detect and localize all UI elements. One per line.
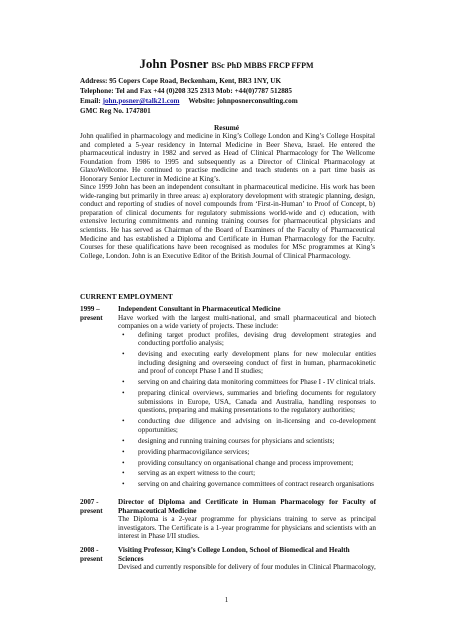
person-name: John Posner — [139, 56, 209, 71]
bullet-icon: • — [122, 458, 125, 467]
entry-title: Visiting Professor, King’s College London, School of Biomedical and Health Sciences — [118, 546, 350, 563]
email-label: Email: — [80, 97, 101, 105]
entry-title: Director of Diploma and Certificate in Human Pharmacology for Faculty of Pharmaceutical Medicine — [118, 498, 376, 515]
employment-entry — [118, 305, 376, 491]
list-item-text: defining target product profiles, devising drug development strategies and conducting portfolio analysis; — [138, 330, 376, 348]
list-item-text: devising and executing early development plans for new molecular entities including designing and overseeing conduct of first in human, pharmacokinetic and proof of concept Phase I and II studies; — [138, 350, 376, 376]
resume-paragraph-2: Since 1999 John has been an independent consultant in pharmaceutical medicine. His work has been wide-ranging but primarily in three areas: a) exploratory development with strategic planning, design, conduct and reporting of studies of novel compounds from ‘First-in-Human’ to Proof of Concept, b) preparation of clinical documents for regulatory submissions world-wide and c) education, with extensive lecturing commitments and running training courses for pharmaceutical physicians and scientists. He has served as Chairman of the Board of Examiners of the Faculty of Pharmaceutical Medicine and has established a Diploma and Certificate in Human Pharmacology for the Faculty. Courses for these qualifications have been recognised as modules for MSc programmes at King’s College, London. John is an Executive Editor of the British Journal of Clinical Pharmacology. — [80, 183, 375, 260]
bullet-icon: • — [122, 447, 125, 456]
resume-paragraph-1: John qualified in pharmacology and medicine in King’s College London and King’s College Hospital and completed a 5-year residency in Internal Medicine in Beer Sheva, Israel. He entered the pharmaceutical industry in 1982 and served as Head of Clinical Pharmacology for The Wellcome Foundation from 1986 to 1995 and subsequently as a Director of Clinical Pharmacology at GlaxoWellcome. He continued to practise medicine and teach students on a part time basis as Honorary Senior Lecturer in Medicine at King’s. — [80, 132, 375, 183]
entry-dates: 2008 - present — [80, 546, 103, 563]
employment-heading: CURRENT EMPLOYMENT — [80, 292, 173, 301]
gmc-line: GMC Reg No. 1747801 — [80, 107, 151, 115]
bullet-icon: • — [122, 389, 125, 398]
list-item — [118, 389, 376, 415]
list-item-text: providing consultancy on organisational change and process improvement; — [138, 458, 354, 467]
list-item — [118, 417, 376, 434]
list-item-text: serving on and chairing data monitoring committees for Phase I - IV clinical trials. — [138, 378, 376, 387]
entry-description: Have worked with the largest multi-national, and small pharmaceutical and biotech companies on a wide variety of projects. These include: — [118, 313, 376, 331]
bullet-icon: • — [122, 350, 125, 359]
email-line — [80, 96, 400, 106]
bullet-icon: • — [122, 417, 125, 426]
list-item — [118, 350, 376, 376]
credentials: BSc PhD MBBS FRCP FFPM — [211, 61, 314, 70]
list-item-text: designing and running training courses for physicians and scientists; — [138, 436, 335, 445]
bullet-icon: • — [122, 436, 125, 445]
list-item-text: providing pharmacovigilance services; — [138, 447, 250, 456]
website-text: Website: johnposnerconsulting.com — [188, 97, 298, 105]
list-item — [118, 437, 376, 446]
list-item — [118, 448, 376, 457]
list-item-text: serving on and chairing governance committees of contract research organisations — [138, 480, 374, 489]
entry-title: Independent Consultant in Pharmaceutical Medicine — [118, 305, 281, 313]
list-item — [118, 480, 376, 489]
list-item — [118, 469, 376, 478]
list-item-text: conducting due diligence and advising on in-licensing and co-development opportunities; — [138, 417, 376, 434]
list-item-text: preparing clinical overviews, summaries and briefing documents for regulatory submissions in Europe, USA, Canada and Australia, handling responses to questions, preparing and making presentations to the regulatory authorities; — [138, 389, 376, 415]
bullet-icon: • — [122, 480, 125, 489]
entry-description: Devised and currently responsible for delivery of four modules in Clinical Pharmacology, — [118, 563, 376, 572]
document-title — [0, 56, 453, 72]
entry-bullet-list — [118, 331, 376, 489]
entry-dates: 2007 - present — [80, 498, 103, 515]
bullet-icon: • — [122, 378, 125, 387]
resume-heading: Resumé — [213, 123, 240, 132]
telephone-line: Telephone: Tel and Fax +44 (0)208 325 2313 Mob: +44(0)7787 512885 — [80, 87, 292, 95]
entry-dates: 1999 – present — [80, 305, 103, 322]
employment-entry — [118, 546, 376, 572]
bullet-icon: • — [122, 469, 125, 478]
address-line: Address: 95 Copers Cope Road, Beckenham, Kent, BR3 1NY, UK — [80, 77, 282, 85]
bullet-icon: • — [122, 330, 125, 339]
page-number: 1 — [224, 596, 229, 604]
list-item — [118, 378, 376, 387]
list-item — [118, 459, 376, 468]
employment-entry — [118, 498, 376, 541]
email-link[interactable]: john.posner@talk21.com — [102, 97, 180, 105]
list-item — [118, 331, 376, 348]
entry-description: The Diploma is a 2-year programme for physicians training to serve as principal investigators. The Certificate is a 1-year programme for physicians and scientists with an interest in Phase I/II studies. — [118, 515, 376, 541]
list-item-text: serving as an expert witness to the court; — [138, 469, 256, 478]
